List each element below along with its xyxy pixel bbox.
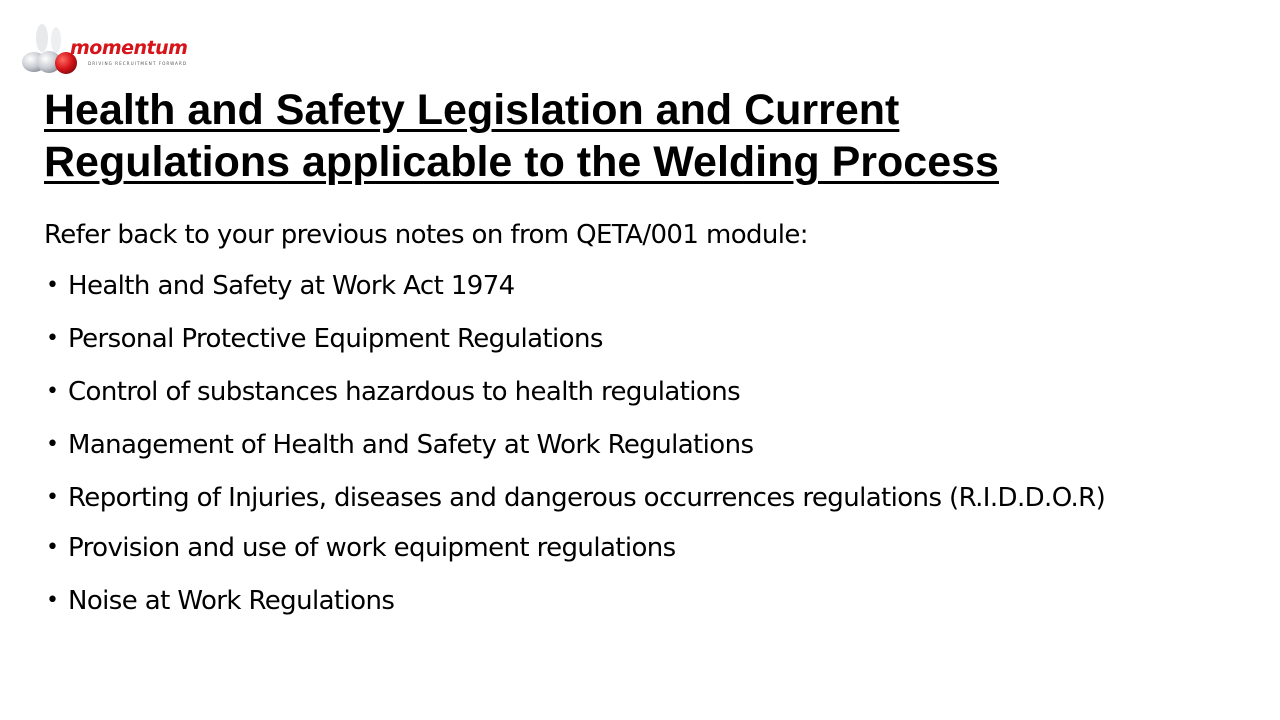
intro-text: Refer back to your previous notes on from QETA/001 module: (44, 220, 808, 250)
legislation-list (44, 270, 1244, 638)
list-item (44, 323, 1244, 355)
bullet-icon: • (46, 535, 59, 560)
list-item (44, 585, 1244, 617)
list-item (44, 482, 1244, 514)
slide-title (44, 84, 1244, 188)
list-item-text: Noise at Work Regulations (68, 586, 395, 616)
bullet-icon: • (46, 432, 59, 457)
list-item-text: Provision and use of work equipment regulations (68, 533, 676, 563)
bullet-icon: • (46, 588, 59, 613)
momentum-logo (14, 22, 189, 80)
list-item-text: Health and Safety at Work Act 1974 (68, 271, 515, 301)
list-item-text: Personal Protective Equipment Regulations (68, 324, 603, 354)
list-item-text: Control of substances hazardous to health regulations (68, 377, 741, 407)
logo-wordmark: momentum (70, 37, 188, 59)
slide-title-line-2: Regulations applicable to the Welding Process (44, 138, 999, 186)
list-item-text: Management of Health and Safety at Work Regulations (68, 430, 754, 460)
bullet-icon: • (46, 379, 59, 404)
logo-tagline: DRIVING RECRUITMENT FORWARD (88, 61, 188, 66)
list-item (44, 376, 1244, 408)
list-item (44, 532, 1244, 564)
bullet-icon: • (46, 273, 59, 298)
list-item (44, 429, 1244, 461)
bullet-icon: • (46, 326, 59, 351)
bullet-icon: • (46, 485, 59, 510)
slide-title-line-1: Health and Safety Legislation and Current (44, 86, 900, 134)
list-item (44, 270, 1244, 302)
list-item-text: Reporting of Injuries, diseases and dangerous occurrences regulations (R.I.D.D.O.R) (68, 483, 1106, 513)
